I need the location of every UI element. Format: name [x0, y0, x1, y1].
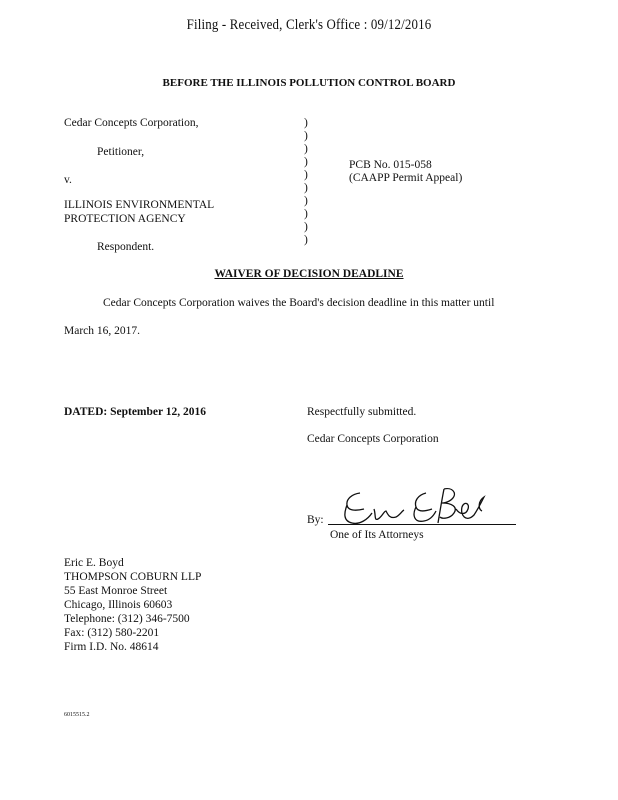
- caption-paren: ): [304, 208, 308, 220]
- footer-document-code: 6015515.2: [64, 712, 90, 718]
- petitioner-name: Cedar Concepts Corporation,: [64, 117, 199, 129]
- case-number: PCB No. 015-058: [349, 159, 432, 171]
- signature-line: [328, 524, 516, 525]
- caption-paren: ): [304, 182, 308, 194]
- caption-paren: ): [304, 130, 308, 142]
- respondent-name-line1: ILLINOIS ENVIRONMENTAL: [64, 199, 215, 211]
- closing: Respectfully submitted.: [307, 406, 417, 418]
- counsel-street: 55 East Monroe Street: [64, 585, 168, 597]
- counsel-firm-id: Firm I.D. No. 48614: [64, 641, 159, 653]
- respondent-name-line2: PROTECTION AGENCY: [64, 213, 186, 225]
- petitioner-role: Petitioner,: [97, 146, 145, 158]
- caption-paren: ): [304, 143, 308, 155]
- body-line-1: Cedar Concepts Corporation waives the Board's decision deadline in this matter until: [103, 297, 495, 309]
- case-type: (CAAPP Permit Appeal): [349, 172, 463, 184]
- party-name: Cedar Concepts Corporation: [307, 433, 439, 445]
- counsel-firm: THOMPSON COBURN LLP: [64, 571, 202, 583]
- caption-paren: ): [304, 117, 308, 129]
- versus-label: v.: [64, 174, 72, 186]
- caption-paren: ): [304, 195, 308, 207]
- caption-paren: ): [304, 169, 308, 181]
- body-line-2: March 16, 2017.: [64, 325, 141, 337]
- document-heading: BEFORE THE ILLINOIS POLLUTION CONTROL BOARD: [162, 77, 456, 89]
- document-title: WAIVER OF DECISION DEADLINE: [214, 268, 404, 280]
- by-label: By:: [307, 514, 324, 526]
- attorney-role: One of Its Attorneys: [330, 529, 424, 541]
- caption-paren: ): [304, 156, 308, 168]
- caption-paren: ): [304, 221, 308, 233]
- dated-line: DATED: September 12, 2016: [64, 406, 207, 418]
- counsel-telephone: Telephone: (312) 346-7500: [64, 613, 190, 625]
- filing-stamp: Filing - Received, Clerk's Office : 09/12/2016: [186, 17, 432, 33]
- respondent-role: Respondent.: [97, 241, 155, 253]
- counsel-city: Chicago, Illinois 60603: [64, 599, 173, 611]
- counsel-fax: Fax: (312) 580-2201: [64, 627, 160, 639]
- caption-paren: ): [304, 234, 308, 246]
- counsel-name: Eric E. Boyd: [64, 557, 124, 569]
